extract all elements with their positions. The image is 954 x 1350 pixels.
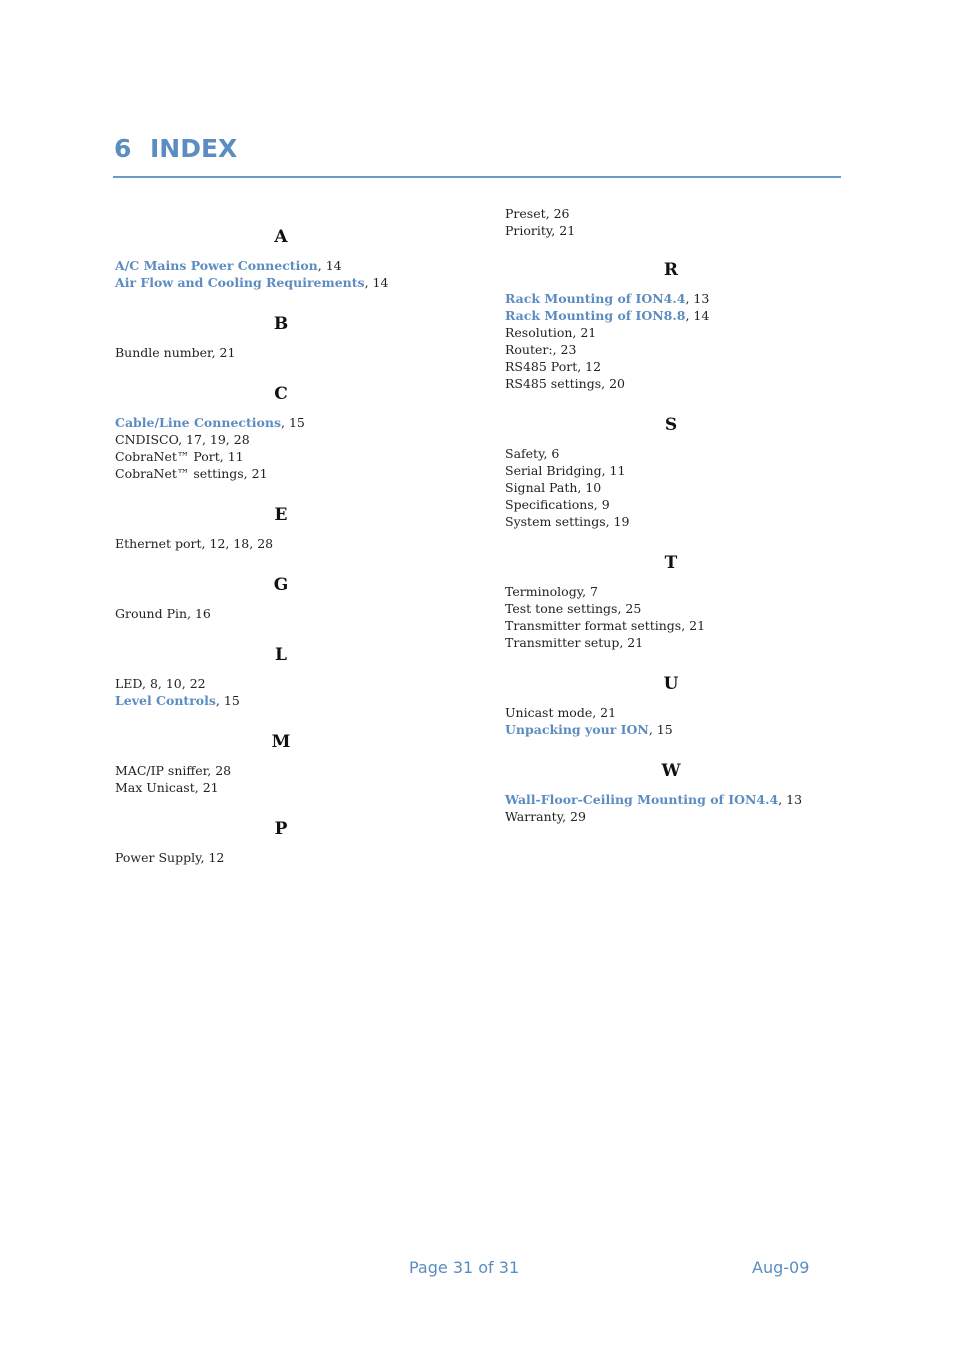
index-entry-text: Terminology, 7 — [505, 584, 598, 599]
index-entry — [505, 514, 629, 530]
index-entry — [505, 325, 596, 341]
index-entry[interactable] — [115, 415, 305, 431]
index-entry-text: RS485 Port, 12 — [505, 359, 602, 374]
index-entry-text: , 14 — [685, 308, 710, 323]
index-letter-heading: S — [664, 415, 678, 435]
index-entry-text: , 15 — [215, 693, 240, 708]
index-entry — [115, 676, 206, 692]
index-entry — [505, 223, 575, 239]
index-entry-text: Warranty, 29 — [505, 809, 586, 824]
index-entry-text: Ethernet port, 12, 18, 28 — [115, 536, 274, 551]
index-entry — [115, 780, 219, 796]
index-entry-link[interactable]: Wall-Floor-Ceiling Mounting of ION4.4 — [505, 792, 779, 807]
index-entry — [505, 497, 610, 513]
index-entry — [115, 432, 250, 448]
index-entry — [115, 449, 244, 465]
index-entry-text: , 14 — [317, 258, 342, 273]
index-entry-link[interactable]: Unpacking your ION — [505, 722, 649, 737]
index-entry[interactable] — [505, 792, 802, 808]
index-entry[interactable] — [115, 275, 388, 291]
index-entry — [505, 601, 641, 617]
index-entry — [505, 809, 586, 825]
section-title: INDEX — [150, 134, 238, 163]
index-entry-text: CobraNet™ settings, 21 — [115, 466, 268, 481]
index-entry — [505, 635, 643, 651]
index-entry-link[interactable]: Rack Mounting of ION8.8 — [505, 308, 686, 323]
heading-rule — [113, 176, 841, 178]
index-entry[interactable] — [115, 693, 240, 709]
index-letter-heading: T — [664, 553, 678, 573]
index-entry-link[interactable]: Cable/Line Connections — [115, 415, 281, 430]
index-entry — [505, 446, 559, 462]
index-letter-heading: W — [661, 761, 681, 781]
index-letter-heading: R — [663, 260, 679, 280]
index-entry — [115, 466, 268, 482]
index-letter-heading: B — [273, 314, 289, 334]
index-entry — [505, 618, 705, 634]
index-entry-text: Resolution, 21 — [505, 325, 597, 340]
index-entry-text: Signal Path, 10 — [505, 480, 602, 495]
index-entry[interactable] — [505, 291, 709, 307]
index-entry-text: , 15 — [281, 415, 305, 430]
index-entry-text: RS485 settings, 20 — [505, 376, 625, 391]
index-entry-text: Router:, 23 — [505, 342, 577, 357]
index-entry — [115, 345, 235, 361]
index-entry-text: Serial Bridging, 11 — [505, 463, 626, 478]
index-entry-text: Specifications, 9 — [505, 497, 610, 512]
index-entry — [505, 359, 601, 375]
index-letter-heading: C — [274, 384, 288, 404]
index-entry-text: , 14 — [364, 275, 389, 290]
index-entry-text: Bundle number, 21 — [115, 345, 236, 360]
index-entry-text: , 13 — [685, 291, 710, 306]
index-entry — [505, 480, 601, 496]
index-entry — [115, 536, 273, 552]
index-entry-text: Test tone settings, 25 — [505, 601, 642, 616]
index-entry — [115, 850, 224, 866]
index-entry-link[interactable]: Rack Mounting of ION4.4 — [505, 291, 686, 306]
index-entry — [505, 584, 598, 600]
index-entry-text: Safety, 6 — [505, 446, 560, 461]
index-entry-text: , 15 — [648, 722, 673, 737]
index-entry-link[interactable]: Air Flow and Cooling Requirements — [115, 275, 365, 290]
index-entry-text: CNDISCO, 17, 19, 28 — [115, 432, 250, 447]
index-entry — [505, 342, 576, 358]
index-entry-text: Transmitter format settings, 21 — [505, 618, 706, 633]
index-letter-heading: M — [271, 732, 291, 752]
index-entry-text: System settings, 19 — [505, 514, 630, 529]
index-letter-heading: P — [274, 819, 288, 839]
index-letter-heading: U — [663, 674, 679, 694]
index-entry-text: , 13 — [778, 792, 803, 807]
index-entry — [115, 763, 231, 779]
index-entry-text: Priority, 21 — [505, 223, 576, 238]
index-entry — [115, 606, 211, 622]
index-entry[interactable] — [115, 258, 342, 274]
footer-date: Aug-09 — [752, 1258, 810, 1277]
index-entry — [505, 206, 569, 222]
index-entry-text: Transmitter setup, 21 — [505, 635, 644, 650]
index-entry-link[interactable]: Level Controls — [115, 693, 216, 708]
index-entry — [505, 705, 616, 721]
index-letter-heading: G — [273, 575, 289, 595]
index-entry-text: Preset, 26 — [505, 206, 570, 221]
index-entry-text: Unicast mode, 21 — [505, 705, 617, 720]
index-entry-text: CobraNet™ Port, 11 — [115, 449, 244, 464]
index-entry-text: Ground Pin, 16 — [115, 606, 211, 621]
index-letter-heading: A — [274, 227, 288, 247]
index-entry-link[interactable]: A/C Mains Power Connection — [115, 258, 318, 273]
index-entry-text: LED, 8, 10, 22 — [115, 676, 206, 691]
section-number: 6 — [114, 134, 132, 163]
index-letter-heading: E — [274, 505, 288, 525]
index-entry-text: MAC/IP sniffer, 28 — [115, 763, 232, 778]
index-entry[interactable] — [505, 722, 673, 738]
index-entry-text: Max Unicast, 21 — [115, 780, 219, 795]
index-entry-text: Power Supply, 12 — [115, 850, 225, 865]
index-letter-heading: L — [275, 645, 287, 665]
section-heading — [114, 134, 237, 163]
index-entry[interactable] — [505, 308, 709, 324]
index-entry — [505, 463, 625, 479]
footer-page-number: Page 31 of 31 — [409, 1258, 520, 1277]
index-entry — [505, 376, 625, 392]
